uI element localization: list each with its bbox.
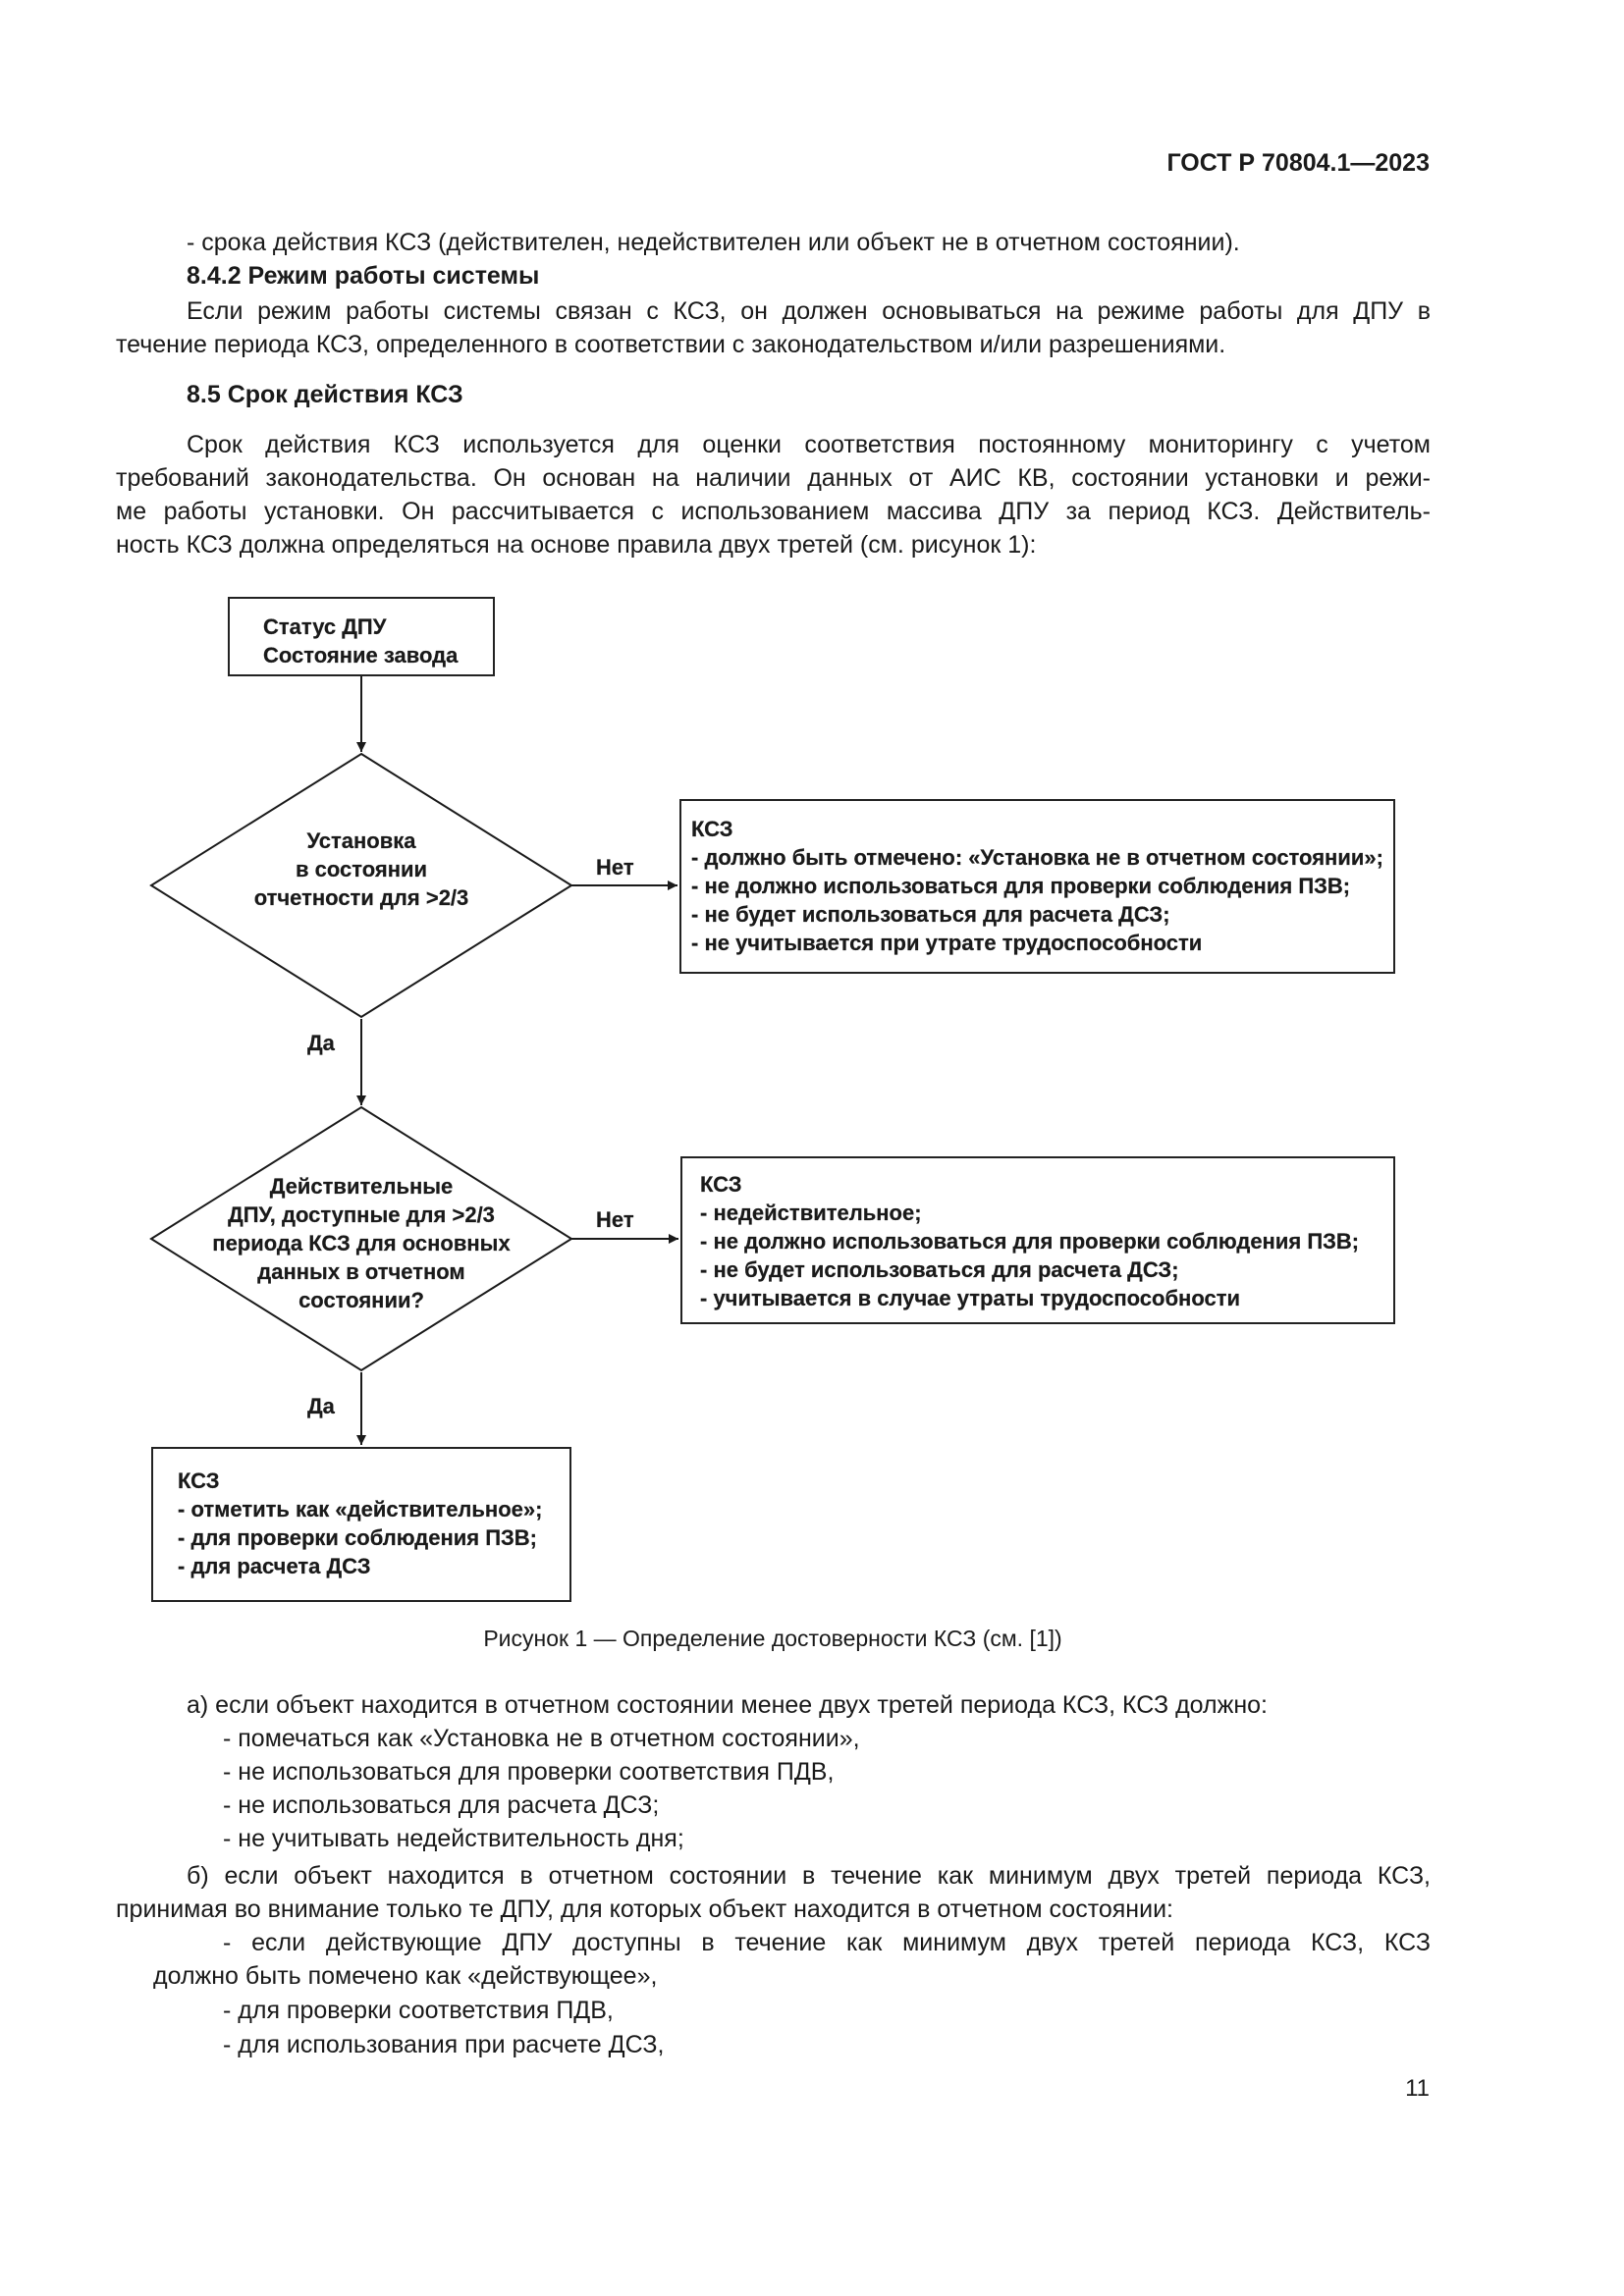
section-85-line3: ме работы установки. Он рассчитывается с использованием массива ДПУ за период КСЗ. Действитель- [116,498,1431,525]
decision2-line: состоянии? [298,1288,424,1312]
decision1-no-label: Нет [596,855,634,880]
section-842-line2: течение периода КСЗ, определенного в соответствии с законодательством и/или разрешениями. [116,331,1226,358]
list-a-intro: а) если объект находится в отчетном состоянии менее двух третей периода КСЗ, КСЗ должно: [187,1691,1268,1719]
section-842-line1: Если режим работы системы связан с КСЗ, он должен основываться на режиме работы для ДПУ в [187,297,1431,325]
yes-box-line: КСЗ [178,1468,220,1493]
decision2-line: периода КСЗ для основных [212,1231,511,1255]
yes-box [151,1447,571,1602]
start-box-line: Состояние завода [263,643,459,667]
list-b-sub-line1: - если действующие ДПУ доступны в течение как минимум двух третей периода КСЗ, КСЗ [223,1929,1431,1956]
page-number: 11 [1405,2075,1430,2102]
decision1-text [214,827,509,912]
no-box-1 [679,799,1395,974]
no-box-1-line: - не будет использоваться для расчета ДСЗ; [691,902,1170,927]
decision1-yes-label: Да [307,1031,335,1055]
decision2-no-label: Нет [596,1207,634,1232]
yes-box-line: - для проверки соблюдения ПЗВ; [178,1525,538,1550]
start-box-line: Статус ДПУ [263,614,387,639]
list-a-item: - не использоваться для проверки соответствия ПДВ, [223,1758,835,1786]
section-85-title: 8.5 Срок действия КСЗ [187,381,463,408]
decision1-line: отчетности для >2/3 [253,885,469,910]
document-id: ГОСТ Р 70804.1—2023 [1166,149,1430,177]
decision2-line: ДПУ, доступные для >2/3 [228,1202,495,1227]
decision2-line: Действительные [269,1174,454,1199]
no-box-2-line: - не будет использоваться для расчета ДСЗ; [700,1257,1179,1282]
start-box [228,597,495,676]
no-box-2 [680,1156,1395,1324]
no-box-1-line: - должно быть отмечено: «Установка не в отчетном состоянии»; [691,845,1383,870]
no-box-1-line: - не должно использоваться для проверки соблюдения ПЗВ; [691,874,1351,898]
no-box-2-line: - недействительное; [700,1201,922,1225]
list-b-sub-line2: должно быть помечено как «действующее», [153,1962,658,1990]
no-box-1-line: КСЗ [691,817,733,841]
section-85-line1: Срок действия КСЗ используется для оценки соответствия постоянному мониторингу с учетом [187,431,1431,458]
section-85-line4: ность КСЗ должна определяться на основе правила двух третей (см. рисунок 1): [116,531,1037,559]
section-85-line2: требований законодательства. Он основан на наличии данных от АИС КВ, состоянии установки и режи- [116,464,1431,492]
decision1-line: Установка [306,828,416,853]
list-a-item: - не использоваться для расчета ДСЗ; [223,1791,660,1819]
list-b-item: - для проверки соответствия ПДВ, [223,1997,614,2024]
list-a-item: - помечаться как «Установка не в отчетном состоянии», [223,1725,860,1752]
no-box-1-line: - не учитывается при утрате трудоспособности [691,931,1203,955]
yes-box-line: - отметить как «действительное»; [178,1497,543,1522]
intro-list-item: - срока действия КСЗ (действителен, недействителен или объект не в отчетном состоянии). [187,229,1240,256]
figure-caption: Рисунок 1 — Определение достоверности КСЗ (см. [1]) [483,1626,1062,1651]
no-box-2-line: - учитывается в случае утраты трудоспособности [700,1286,1241,1310]
list-a-item: - не учитывать недействительность дня; [223,1825,684,1852]
decision2-text [194,1172,528,1314]
decision1-line: в состоянии [295,857,428,881]
yes-box-line: - для расчета ДСЗ [178,1554,371,1578]
decision2-line: данных в отчетном [257,1259,465,1284]
list-b-item: - для использования при расчете ДСЗ, [223,2031,665,2058]
no-box-2-line: КСЗ [700,1172,742,1197]
section-842-title: 8.4.2 Режим работы системы [187,262,540,290]
list-b-line2: принимая во внимание только те ДПУ, для которых объект находится в отчетном состоянии: [116,1896,1173,1923]
list-b-line1: б) если объект находится в отчетном состоянии в течение как минимум двух третей периода КСЗ, [187,1862,1431,1890]
no-box-2-line: - не должно использоваться для проверки соблюдения ПЗВ; [700,1229,1360,1254]
decision2-yes-label: Да [307,1394,335,1418]
